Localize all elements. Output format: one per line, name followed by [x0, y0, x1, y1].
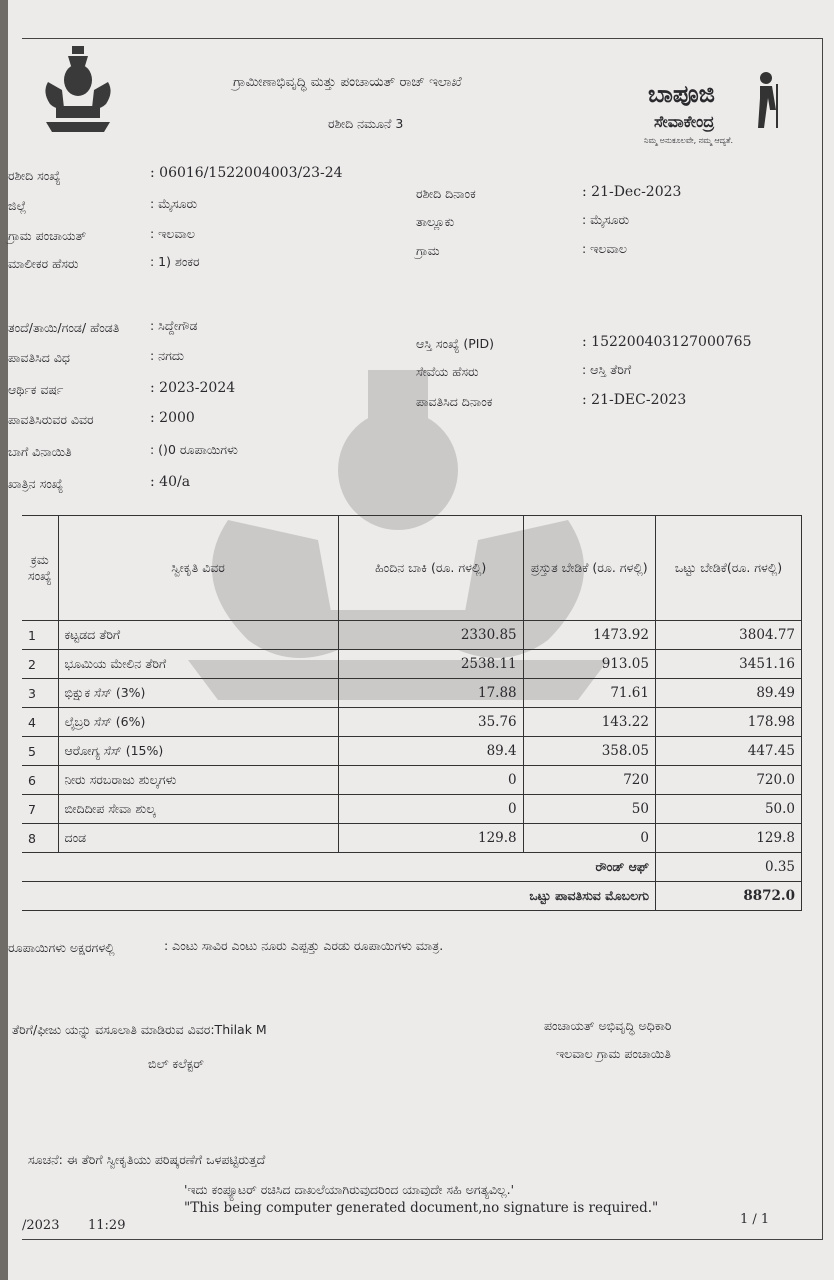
district-value: : ಮೈಸೂರು [150, 196, 198, 211]
logo-name: ಬಾಪೂಜಿ [648, 80, 715, 108]
row-previous: 129.8 [338, 824, 523, 853]
row-description: ಕಟ್ಟಡದ ತೆರಿಗೆ [58, 621, 338, 650]
row-total: 447.45 [655, 737, 801, 766]
service-center-logo [644, 70, 788, 160]
collector-title: ಬಿಲ್ ಕಲೆಕ್ಟರ್ [148, 1056, 204, 1071]
row-total: 720.0 [655, 766, 801, 795]
owner-name-value: : 1) ಶಂಕರ [150, 254, 200, 269]
row-serial: 8 [22, 824, 58, 853]
disclaimer-kannada: 'ಇದು ಕಂಪ್ಯೂಟರ್ ರಚಿಸಿದ ದಾಖಲೆಯಾಗಿರುವುದರಿಂದ ಯಾವುದೇ ಸಹಿ ಅಗತ್ಯವಿಲ್ಲ.' [184, 1182, 515, 1197]
row-current: 50 [523, 795, 655, 824]
exemption-value: : ()0 ರೂಪಾಯಿಗಳು [150, 442, 238, 457]
row-total: 178.98 [655, 708, 801, 737]
row-serial: 7 [22, 795, 58, 824]
payment-mode-value: : ನಗದು [150, 348, 184, 363]
row-serial: 3 [22, 679, 58, 708]
panchayat-label: ಗ್ರಾಮ ಪಂಚಾಯತ್ [8, 228, 87, 243]
receipt-date-label: ರಶೀದಿ ದಿನಾಂಕ [416, 186, 476, 201]
row-description: ಭಿಕ್ಷುಕ ಸೆಸ್ (3%) [58, 679, 338, 708]
row-serial: 1 [22, 621, 58, 650]
row-current: 71.61 [523, 679, 655, 708]
roundoff-value: 0.35 [655, 853, 801, 882]
row-total: 3451.16 [655, 650, 801, 679]
logo-sub: ಸೇವಾಕೇಂದ್ರ [654, 112, 715, 131]
roundoff-row [22, 853, 802, 882]
table-row [22, 650, 802, 679]
header-total-demand: ಒಟ್ಟು ಬೇಡಿಕೆ(ರೂ. ಗಳಲ್ಲಿ) [655, 516, 801, 621]
relation-label: ತಂದೆ/ತಾಯಿ/ಗಂಡ/ ಹೆಂಡತಿ [8, 320, 120, 335]
header-current-demand: ಪ್ರಸ್ತುತ ಬೇಡಿಕೆ (ರೂ. ಗಳಲ್ಲಿ) [523, 516, 655, 621]
table-row [22, 766, 802, 795]
table-row [22, 621, 802, 650]
row-previous: 2538.11 [338, 650, 523, 679]
row-serial: 2 [22, 650, 58, 679]
payment-mode-label: ಪಾವತಿಸಿದ ವಿಧ [8, 350, 70, 365]
roundoff-label: ರೌಂಡ್ ಆಫ್ [22, 853, 655, 882]
row-total: 50.0 [655, 795, 801, 824]
table-row [22, 737, 802, 766]
row-previous: 17.88 [338, 679, 523, 708]
table-row [22, 679, 802, 708]
header-serial: ಕ್ರಮ ಸಂಖ್ಯೆ [22, 516, 58, 621]
property-id-label: ಆಸ್ತಿ ಸಂಖ್ಯೆ (PID) [416, 336, 494, 351]
table-row [22, 795, 802, 824]
exemption-label: ಬಾಗೆ ವಿನಾಯಿತಿ [8, 444, 72, 459]
row-total: 89.49 [655, 679, 801, 708]
khata-number-label: ಖಾತ್ರಿನ ಸಂಖ್ಯೆ [8, 476, 64, 491]
receipt-number-value: : 06016/1522004003/23-24 [150, 165, 343, 181]
row-description: ಲೈಬ್ರರಿ ಸೆಸ್ (6%) [58, 708, 338, 737]
financial-year-label: ಆರ್ಥಿಕ ವರ್ಷ [8, 382, 64, 397]
district-label: ಜಿಲ್ಲೆ [8, 198, 27, 213]
amount-words-value: : ಎಂಟು ಸಾವಿರ ಎಂಟು ನೂರು ಎಪ್ಪತ್ತು ಎರಡು ರೂಪಾಯಿಗಳು ಮಾತ್ರ. [164, 938, 444, 953]
row-previous: 89.4 [338, 737, 523, 766]
row-description: ಬೀದಿದೀಪ ಸೇವಾ ಶುಲ್ಕ [58, 795, 338, 824]
header-previous-balance: ಹಿಂದಿನ ಬಾಕಿ (ರೂ. ಗಳಲ್ಲಿ) [338, 516, 523, 621]
row-previous: 0 [338, 795, 523, 824]
paid-details-label: ಪಾವತಿಸಿರುವರ ವಿವರ [8, 412, 94, 427]
receipt-date-value: : 21-Dec-2023 [582, 184, 682, 200]
village-value: : ಇಲವಾಲ [582, 241, 627, 256]
row-current: 913.05 [523, 650, 655, 679]
footer-date: /2023 [22, 1218, 60, 1233]
property-id-value: : 152200403127000765 [582, 334, 752, 350]
receipt-paper [8, 0, 834, 1280]
note-text: ಸೂಚನೆ: ಈ ತೆರಿಗೆ ಸ್ವೀಕೃತಿಯು ಪರಿಷ್ಕರಣೆಗೆ ಒಳಪಟ್ಟಿರುತ್ತದೆ [28, 1152, 266, 1167]
row-serial: 5 [22, 737, 58, 766]
receipt-table [22, 515, 802, 911]
receipt-number-label: ರಶೀದಿ ಸಂಖ್ಯೆ [8, 168, 61, 183]
financial-year-value: : 2023-2024 [150, 380, 236, 396]
row-serial: 4 [22, 708, 58, 737]
relation-value: : ಸಿದ್ದೇಗೌಡ [150, 318, 198, 333]
row-total: 129.8 [655, 824, 801, 853]
row-serial: 6 [22, 766, 58, 795]
paid-date-value: : 21-DEC-2023 [582, 392, 687, 408]
table-row [22, 708, 802, 737]
taluk-value: : ಮೈಸೂರು [582, 212, 630, 227]
taluk-label: ತಾಲ್ಲೂಕು [416, 214, 455, 229]
page-number: 1 / 1 [740, 1212, 770, 1227]
village-label: ಗ್ರಾಮ [416, 243, 440, 258]
row-current: 1473.92 [523, 621, 655, 650]
department-title: ಗ್ರಾಮೀಣಾಭಿವೃದ್ಧಿ ಮತ್ತು ಪಂಚಾಯತ್ ರಾಜ್ ಇಲಾಖೆ [233, 74, 462, 90]
row-previous: 2330.85 [338, 621, 523, 650]
disclaimer-english: "This being computer generated document,no signature is required." [184, 1200, 659, 1216]
row-previous: 0 [338, 766, 523, 795]
paid-date-label: ಪಾವತಿಸಿದ ದಿನಾಂಕ [416, 394, 493, 409]
footer-time: 11:29 [88, 1218, 126, 1233]
paid-details-value: : 2000 [150, 410, 195, 426]
header-description: ಸ್ವೀಕೃತಿ ವಿವರ [58, 516, 338, 621]
owner-name-label: ಮಾಲೀಕರ ಹೆಸರು [8, 256, 79, 271]
service-name-value: : ಆಸ್ತಿ ತೆರಿಗೆ [582, 362, 632, 377]
row-current: 143.22 [523, 708, 655, 737]
grand-total-row [22, 882, 802, 911]
khata-number-value: : 40/a [150, 474, 191, 490]
row-total: 3804.77 [655, 621, 801, 650]
table-row [22, 824, 802, 853]
grand-total-label: ಒಟ್ಟು ಪಾವತಿಸುವ ಮೊಬಲಗು [22, 882, 655, 911]
row-current: 720 [523, 766, 655, 795]
row-current: 358.05 [523, 737, 655, 766]
row-description: ದಂಡ [58, 824, 338, 853]
row-description: ನೀರು ಸರಬರಾಜು ಶುಲ್ಕಗಳು [58, 766, 338, 795]
row-previous: 35.76 [338, 708, 523, 737]
panchayat-value: : ಇಲವಾಲ [150, 226, 195, 241]
row-description: ಆರೋಗ್ಯ ಸೆಸ್ (15%) [58, 737, 338, 766]
collector-line: ತೆರಿಗೆ/ಫೀಜು ಯನ್ನು ವಸೂಲಾತಿ ಮಾಡಿರುವ ವಿವರ:Thilak M [12, 1022, 267, 1037]
row-description: ಭೂಮಿಯ ಮೇಲಿನ ತೆರಿಗೆ [58, 650, 338, 679]
officer-place: ಇಲವಾಲ ಗ್ರಾಮ ಪಂಚಾಯಿತಿ [556, 1046, 671, 1061]
form-title: ರಶೀದಿ ನಮೂನೆ 3 [328, 116, 404, 131]
state-emblem-icon [38, 42, 118, 142]
row-current: 0 [523, 824, 655, 853]
logo-tagline: ನಿಮ್ಮ ಅನುಕೂಲವೇ, ನಮ್ಮ ಆದ್ಯತೆ. [644, 136, 734, 145]
officer-title: ಪಂಚಾಯತ್ ಅಭಿವೃದ್ಧಿ ಅಧಿಕಾರಿ [544, 1018, 672, 1033]
service-name-label: ಸೇವೆಯ ಹೆಸರು [416, 364, 479, 379]
grand-total-value: 8872.0 [655, 882, 801, 911]
amount-words-label: ರೂಪಾಯಿಗಳು ಅಕ್ಷರಗಳಲ್ಲಿ [8, 940, 115, 955]
walking-figure-icon [748, 70, 784, 130]
